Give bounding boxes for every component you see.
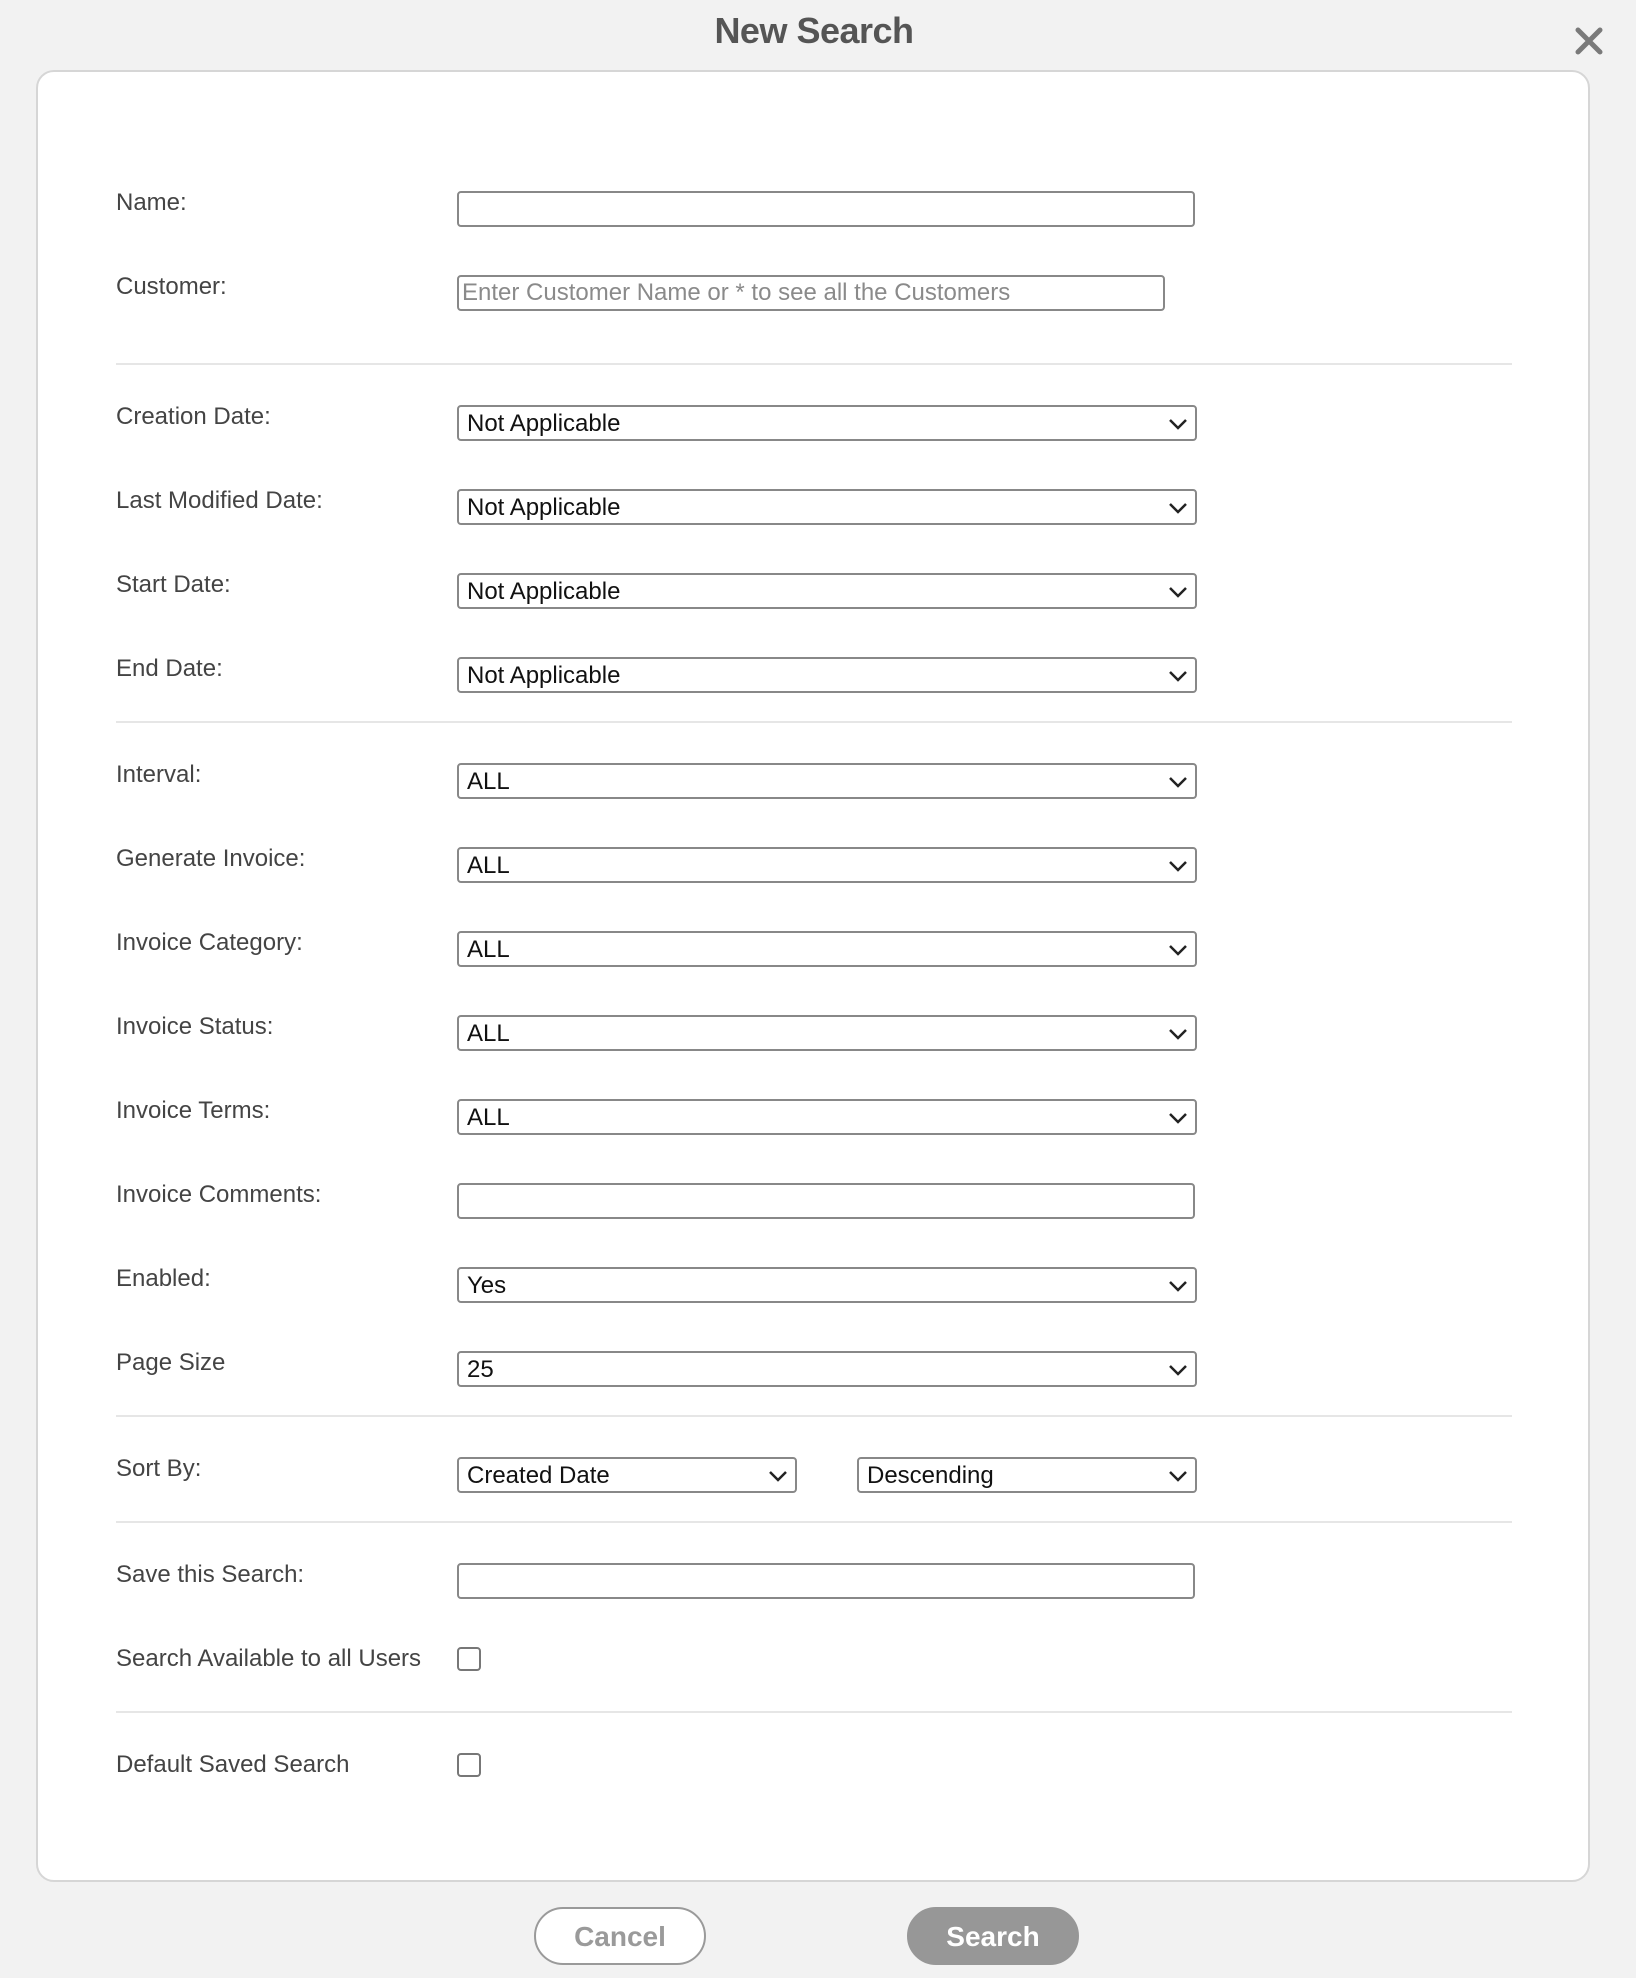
creation-date-value: Not Applicable bbox=[467, 410, 621, 437]
customer-label: Customer: bbox=[116, 273, 227, 300]
creation-date-label: Creation Date: bbox=[116, 403, 271, 430]
name-input[interactable] bbox=[457, 191, 1195, 227]
chevron-down-icon bbox=[1167, 1467, 1189, 1485]
invoice-terms-value: ALL bbox=[467, 1104, 510, 1131]
search-form-panel bbox=[36, 70, 1590, 1882]
interval-value: ALL bbox=[467, 768, 510, 795]
sort-by-label: Sort By: bbox=[116, 1455, 202, 1482]
section-divider bbox=[116, 1521, 1512, 1523]
generate-invoice-value: ALL bbox=[467, 852, 510, 879]
chevron-down-icon bbox=[767, 1467, 789, 1485]
start-date-value: Not Applicable bbox=[467, 578, 621, 605]
end-date-value: Not Applicable bbox=[467, 662, 621, 689]
name-label: Name: bbox=[116, 189, 187, 216]
interval-label: Interval: bbox=[116, 761, 202, 788]
chevron-down-icon bbox=[1167, 1025, 1189, 1043]
chevron-down-icon bbox=[1167, 857, 1189, 875]
chevron-down-icon bbox=[1167, 773, 1189, 791]
sort-order-value: Descending bbox=[867, 1462, 994, 1489]
invoice-status-label: Invoice Status: bbox=[116, 1013, 274, 1040]
invoice-terms-label: Invoice Terms: bbox=[116, 1097, 271, 1124]
creation-date-select[interactable] bbox=[457, 405, 1197, 441]
customer-input[interactable] bbox=[457, 275, 1165, 311]
sort-order-select[interactable] bbox=[857, 1457, 1197, 1493]
start-date-select[interactable] bbox=[457, 573, 1197, 609]
close-button[interactable] bbox=[1568, 20, 1610, 62]
enabled-label: Enabled: bbox=[116, 1265, 211, 1292]
invoice-comments-input[interactable] bbox=[457, 1183, 1195, 1219]
start-date-label: Start Date: bbox=[116, 571, 231, 598]
section-divider bbox=[116, 1415, 1512, 1417]
chevron-down-icon bbox=[1167, 1109, 1189, 1127]
page-size-value: 25 bbox=[467, 1356, 494, 1383]
interval-select[interactable] bbox=[457, 763, 1197, 799]
save-search-input[interactable] bbox=[457, 1563, 1195, 1599]
end-date-label: End Date: bbox=[116, 655, 223, 682]
chevron-down-icon bbox=[1167, 415, 1189, 433]
default-saved-search-checkbox[interactable] bbox=[457, 1753, 481, 1777]
chevron-down-icon bbox=[1167, 1277, 1189, 1295]
cancel-button[interactable]: Cancel bbox=[534, 1907, 706, 1965]
chevron-down-icon bbox=[1167, 667, 1189, 685]
last-modified-date-select[interactable] bbox=[457, 489, 1197, 525]
invoice-comments-label: Invoice Comments: bbox=[116, 1181, 322, 1208]
chevron-down-icon bbox=[1167, 941, 1189, 959]
enabled-value: Yes bbox=[467, 1272, 507, 1299]
section-divider bbox=[116, 1711, 1512, 1713]
sort-field-value: Created Date bbox=[467, 1462, 610, 1489]
close-icon bbox=[1574, 26, 1604, 56]
chevron-down-icon bbox=[1167, 1361, 1189, 1379]
chevron-down-icon bbox=[1167, 583, 1189, 601]
invoice-terms-select[interactable] bbox=[457, 1099, 1197, 1135]
section-divider bbox=[116, 721, 1512, 723]
enabled-select[interactable] bbox=[457, 1267, 1197, 1303]
end-date-select[interactable] bbox=[457, 657, 1197, 693]
invoice-status-select[interactable] bbox=[457, 1015, 1197, 1051]
invoice-category-label: Invoice Category: bbox=[116, 929, 303, 956]
last-modified-date-value: Not Applicable bbox=[467, 494, 621, 521]
invoice-category-value: ALL bbox=[467, 936, 510, 963]
save-search-label: Save this Search: bbox=[116, 1561, 305, 1588]
sort-field-select[interactable] bbox=[457, 1457, 797, 1493]
dialog-title: New Search bbox=[714, 10, 914, 51]
generate-invoice-select[interactable] bbox=[457, 847, 1197, 883]
available-all-users-checkbox[interactable] bbox=[457, 1647, 481, 1671]
generate-invoice-label: Generate Invoice: bbox=[116, 845, 306, 872]
default-saved-search-label: Default Saved Search bbox=[116, 1751, 350, 1778]
page-size-select[interactable] bbox=[457, 1351, 1197, 1387]
page-size-label: Page Size bbox=[116, 1349, 226, 1376]
invoice-category-select[interactable] bbox=[457, 931, 1197, 967]
invoice-status-value: ALL bbox=[467, 1020, 510, 1047]
available-all-users-label: Search Available to all Users bbox=[116, 1645, 422, 1672]
section-divider bbox=[116, 363, 1512, 365]
last-modified-date-label: Last Modified Date: bbox=[116, 487, 323, 514]
search-button[interactable]: Search bbox=[907, 1907, 1079, 1965]
chevron-down-icon bbox=[1167, 499, 1189, 517]
